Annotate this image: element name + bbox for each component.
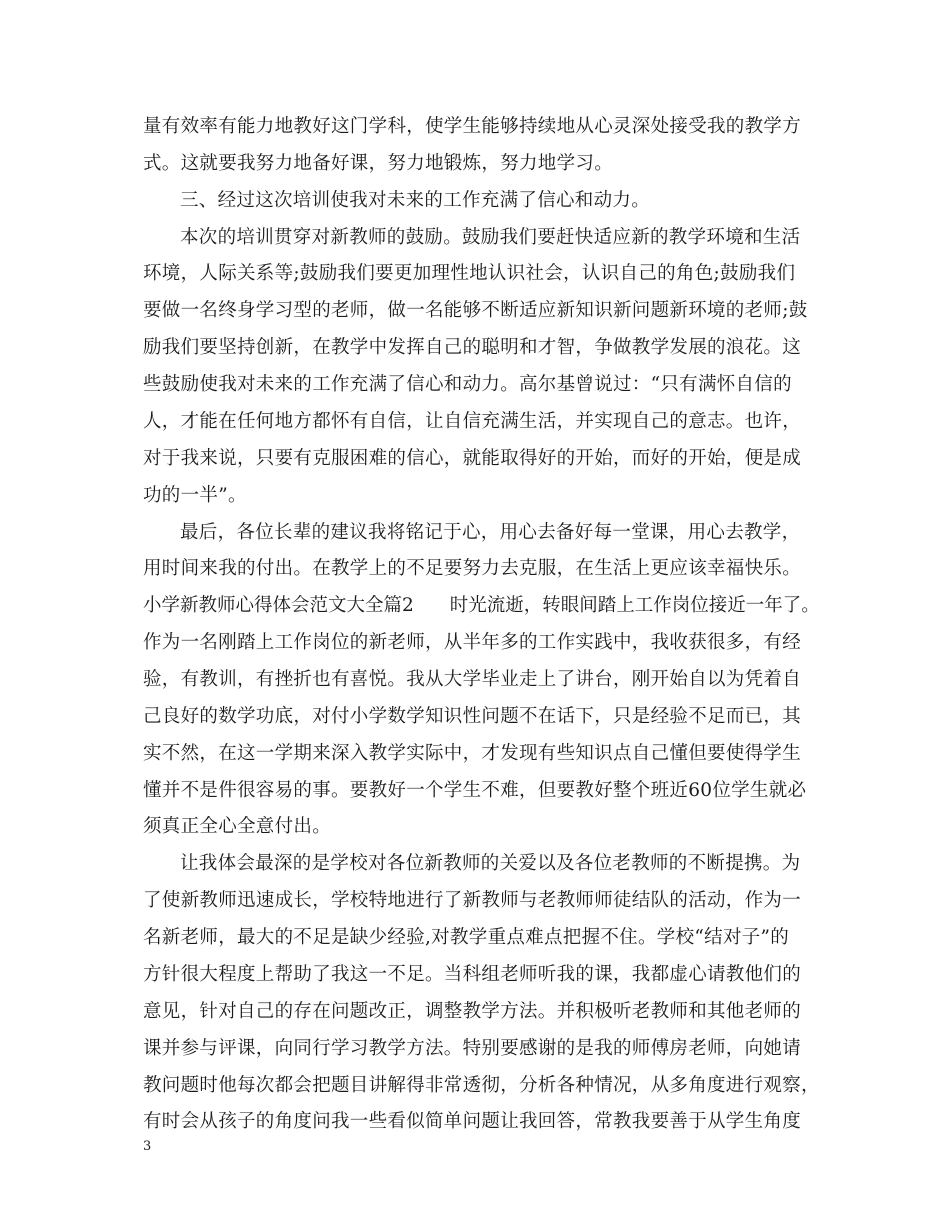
section-heading: 小学新教师心得体会范文大全篇2 bbox=[143, 595, 414, 616]
section-subheading: 三、经过这次培训使我对未来的工作充满了信心和动力。 bbox=[180, 190, 651, 211]
paragraph-line: 名新老师，最大的不足是缺少经验,对教学重点难点把握不住。学校“结对子”的 bbox=[143, 927, 790, 948]
paragraph-line: 意见，针对自己的存在问题改正，调整教学方法。并积极听老教师和其他老师的 bbox=[143, 1001, 802, 1022]
paragraph-line: 验，有教训，有挫折也有喜悦。我从大学毕业走上了讲台，刚开始自以为凭着自 bbox=[143, 669, 802, 690]
section-first-sentence: 时光流逝，转眼间踏上工作岗位接近一年了。 bbox=[449, 595, 820, 616]
paragraph-line: 了使新教师迅速成长，学校特地进行了新教师与老教师师徒结队的活动，作为一 bbox=[143, 890, 802, 911]
paragraph-line: 作为一名刚踏上工作岗位的新老师，从半年多的工作实践中，我收获很多，有经 bbox=[143, 632, 802, 653]
paragraph-line: 懂并不是件很容易的事。要教好一个学生不难，但要教好整个班近60位学生就必 bbox=[143, 780, 807, 801]
section-heading-line bbox=[143, 591, 820, 621]
paragraph-line: 人，才能在任何地方都怀有自信，让自信充满生活，并实现自己的意志。也许， bbox=[143, 411, 802, 432]
paragraph-line: 方针很大程度上帮助了我这一不足。当科组老师听我的课，我都虚心请教他们的 bbox=[143, 964, 802, 985]
paragraph-line: 本次的培训贯穿对新教师的鼓励。鼓励我们要赶快适应新的教学环境和生活 bbox=[180, 227, 801, 248]
paragraph-line: 己良好的数学功底，对付小学数学知识性问题不在话下，只是经验不足而已，其 bbox=[143, 706, 802, 727]
paragraph-line: 让我体会最深的是学校对各位新教师的关爱以及各位老教师的不断提携。为 bbox=[180, 853, 801, 874]
paragraph-line: 课并参与评课，向同行学习教学方法。特别要感谢的是我的师傅房老师，向她请 bbox=[143, 1038, 802, 1059]
paragraph-line: 实不然，在这一学期来深入教学实际中，才发现有些知识点自己懂但要使得学生 bbox=[143, 743, 802, 764]
paragraph-line: 式。这就要我努力地备好课，努力地锻炼，努力地学习。 bbox=[143, 153, 614, 174]
paragraph-line: 励我们要坚持创新，在教学中发挥自己的聪明和才智，争做教学发展的浪花。这 bbox=[143, 337, 802, 358]
paragraph-line: 量有效率有能力地教好这门学科，使学生能够持续地从心灵深处接受我的教学方 bbox=[143, 116, 802, 137]
paragraph-line: 有时会从孩子的角度问我一些看似简单问题让我回答，常教我要善于从学生角度 bbox=[143, 1111, 802, 1132]
paragraph-line: 环境，人际关系等;鼓励我们要更加理性地认识社会，认识自己的角色;鼓励我们 bbox=[143, 263, 796, 284]
paragraph-line: 用时间来我的付出。在教学上的不足要努力去克服，在生活上更应该幸福快乐。 bbox=[143, 558, 802, 579]
page-number: 3 bbox=[143, 1139, 152, 1154]
paragraph-line: 教问题时他每次都会把题目讲解得非常透彻，分析各种情况，从多角度进行观察， bbox=[143, 1075, 820, 1096]
paragraph-line: 些鼓励使我对未来的工作充满了信心和动力。高尔基曾说过：“只有满怀自信的 bbox=[143, 374, 792, 395]
paragraph-line: 须真正全心全意付出。 bbox=[143, 816, 332, 837]
paragraph-line: 对于我来说，只要有克服困难的信心，就能取得好的开始，而好的开始，便是成 bbox=[143, 448, 802, 469]
paragraph-line: 要做一名终身学习型的老师，做一名能够不断适应新知识新问题新环境的老师;鼓 bbox=[143, 300, 808, 321]
paragraph-line: 最后，各位长辈的建议我将铭记于心，用心去备好每一堂课，用心去教学， bbox=[180, 522, 801, 543]
paragraph-line: 功的一半”。 bbox=[143, 485, 247, 506]
